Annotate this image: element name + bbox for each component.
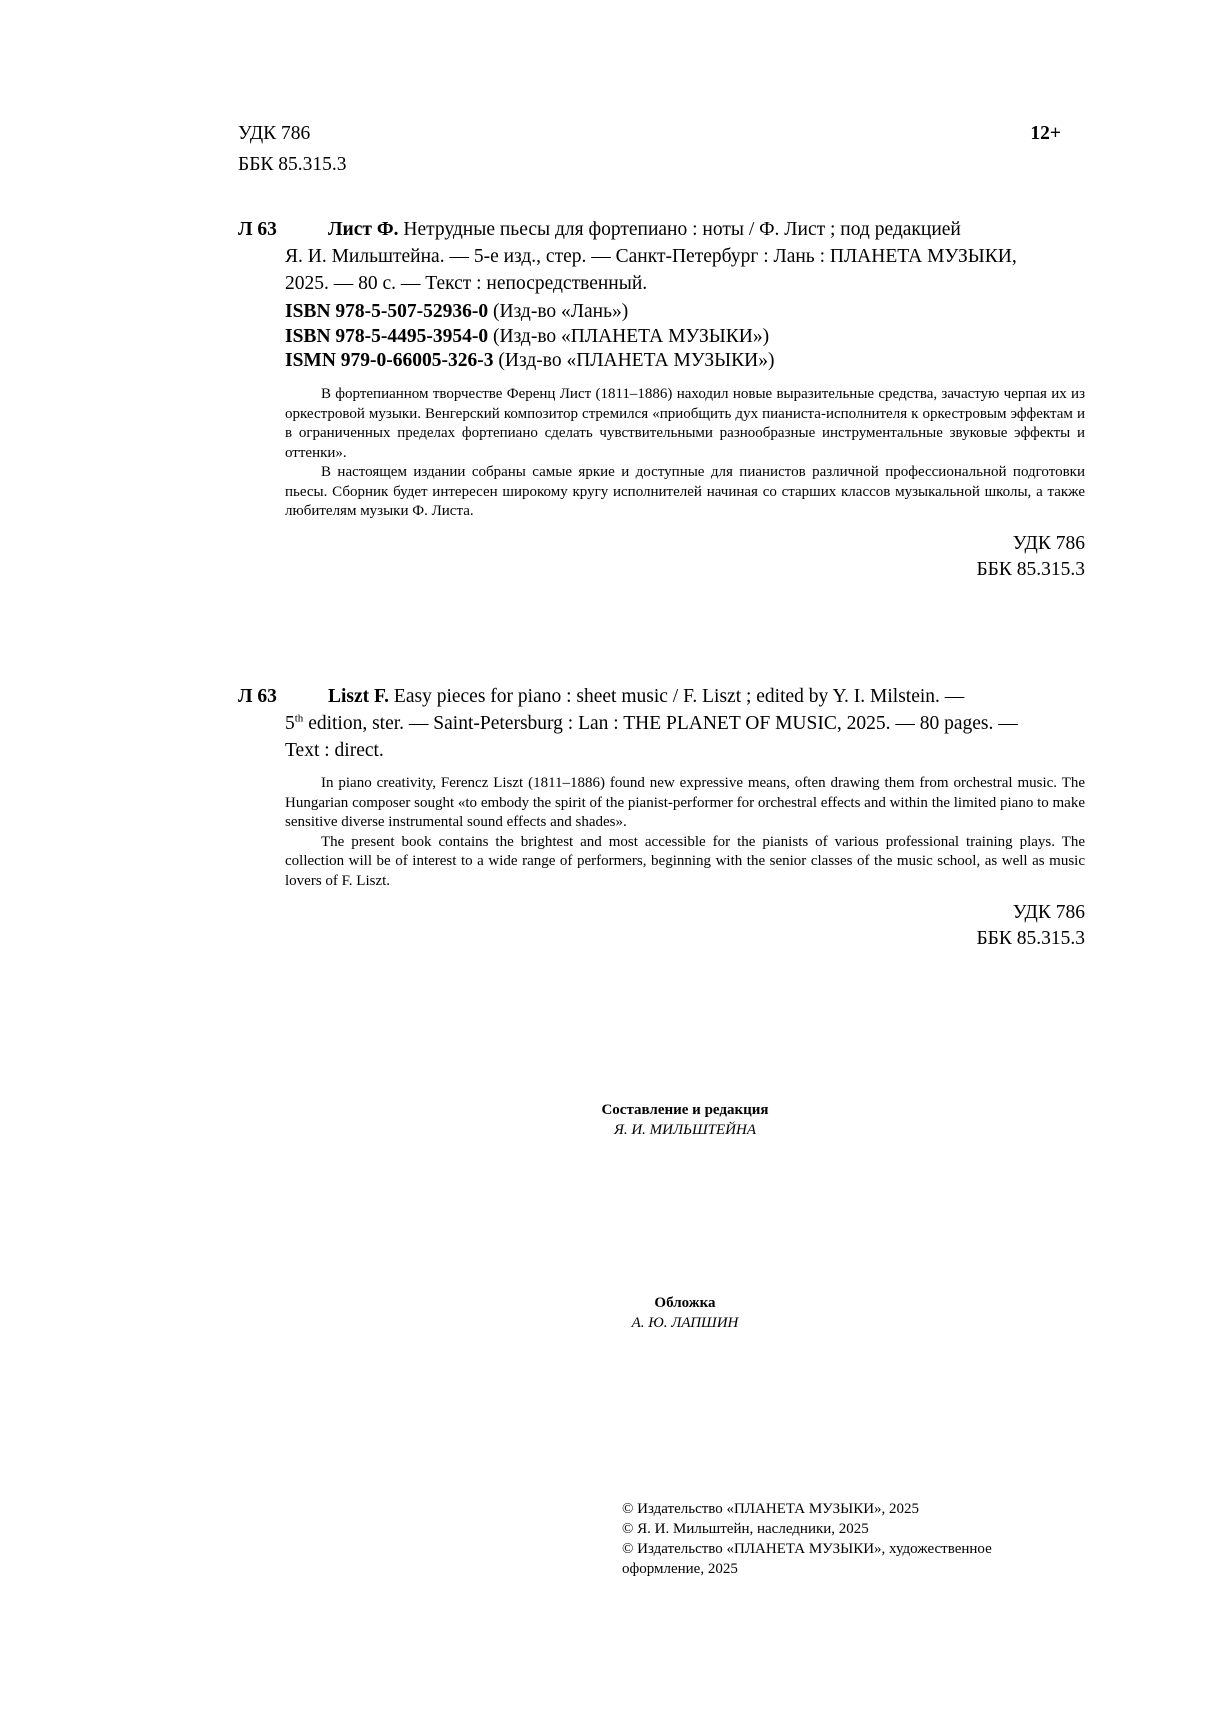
edition-statement: edition, ster. — Saint-Petersburg : Lan : THE PLANET OF MUSIC, 2025. — 80 pages. — [308,713,1018,734]
copyright-line: © Издательство «ПЛАНЕТА МУЗЫКИ», художественное [622,1541,992,1557]
en-entry-line-1 [238,683,1086,710]
title-statement: Нетрудные пьесы для фортепиано : ноты / Ф. Лист ; под редакцией [403,219,961,240]
en-abstract-paragraph-1: In piano creativity, Ferencz Liszt (1811–1886) found new expressive means, often drawing them from orchestral music. The Hungarian composer sought «to embody the spirit of the pianist-performer for orchestral effects and within the limited piano to make sensitive diverse instrumental sound effects and shades». [285,775,1085,830]
copyright-line: оформление, 2025 [622,1561,738,1577]
udk-code: УДК 786 [1012,533,1085,554]
ru-entry-line-1 [238,216,1086,243]
cover-credit [0,1293,1211,1333]
en-abstract-paragraph-2: The present book contains the brightest and most accessible for the pianists of various professional training plays. The collection will be of interest to a wide range of performers, beginning with the senior classes of the music school, as well as music lovers of F. Liszt. [285,833,1085,889]
credit-name: Я. И. МИЛЬШТЕЙНА [613,1122,756,1138]
identifier-row [285,300,774,325]
ru-entry-line-3: 2025. — 80 с. — Текст : непосредственный. [285,273,648,294]
copyright-line: © Издательство «ПЛАНЕТА МУЗЫКИ», 2025 [622,1501,920,1517]
ru-entry-line-2: Я. И. Мильштейна. — 5-е изд., стер. — Санкт-Петербург : Лань : ПЛАНЕТА МУЗЫКИ, [285,246,1017,267]
author-mark: Л 63 [238,219,277,240]
en-entry-line-3: Text : direct. [285,740,384,761]
en-entry-line-2 [238,710,1086,737]
compilation-credit [0,1100,1211,1140]
title-statement: Easy pieces for piano : sheet music / F. Liszt ; edited by Y. I. Milstein. — [393,686,965,707]
copyright-block [622,1499,1062,1579]
identifier-publisher: (Изд-во «ПЛАНЕТА МУЗЫКИ») [493,325,770,347]
en-bibliographic-entry [238,683,1086,764]
udk-code: УДК 786 [238,123,311,144]
author-name: Лист Ф. [328,219,399,240]
identifier-number: ISBN 978-5-4495-3954-0 [285,325,489,347]
identifier-number: ISMN 979-0-66005-326-3 [285,350,494,371]
en-abstract [285,774,1085,891]
udk-code: УДК 786 [1012,902,1085,923]
author-name: Liszt F. [328,686,390,707]
en-classification-codes [976,900,1085,952]
edition-number: 5 [285,713,295,734]
top-classification [238,118,347,180]
identifier-number: ISBN 978-5-507-52936-0 [285,301,489,322]
bbk-code: ББК 85.315.3 [976,559,1085,580]
ru-bibliographic-entry [238,216,1086,297]
ru-classification-codes [976,531,1085,583]
identifiers-list [285,300,774,374]
bbk-code: ББК 85.315.3 [238,154,347,175]
bbk-code: ББК 85.315.3 [976,928,1085,949]
identifier-publisher: (Изд-во «Лань») [493,301,629,322]
ru-abstract [285,385,1085,522]
credit-heading: Обложка [654,1295,716,1311]
copyright-line: © Я. И. Мильштейн, наследники, 2025 [622,1521,869,1537]
credit-heading: Составление и редакция [601,1102,769,1118]
credit-name: А. Ю. ЛАПШИН [631,1315,739,1331]
ru-abstract-paragraph-2: В настоящем издании собраны самые яркие и доступные для пианистов различной профессиональной подготовки пьесы. Сборник будет интересен широкому кругу исполнителей начиная со старших классов музыкальной школы, а также любителям музыки Ф. Листа. [285,464,1085,519]
ru-abstract-paragraph-1: В фортепианном творчестве Ференц Лист (1811–1886) находил новые выразительные средства, зачастую черпая их из оркестровой музыки. Венгерский композитор стремился «приобщить дух пианиста-исполнителя к оркестровым эффектам и в ограниченных пределах фортепиано сделать чувствительными разнообразные инструментальные звуковые эффекты и оттенки». [285,386,1085,461]
identifier-row [285,325,774,350]
identifier-row [285,349,774,374]
edition-suffix: th [294,712,304,725]
age-rating: 12+ [1030,123,1061,144]
identifier-publisher: (Изд-во «ПЛАНЕТА МУЗЫКИ») [498,350,775,371]
author-mark: Л 63 [238,686,277,707]
